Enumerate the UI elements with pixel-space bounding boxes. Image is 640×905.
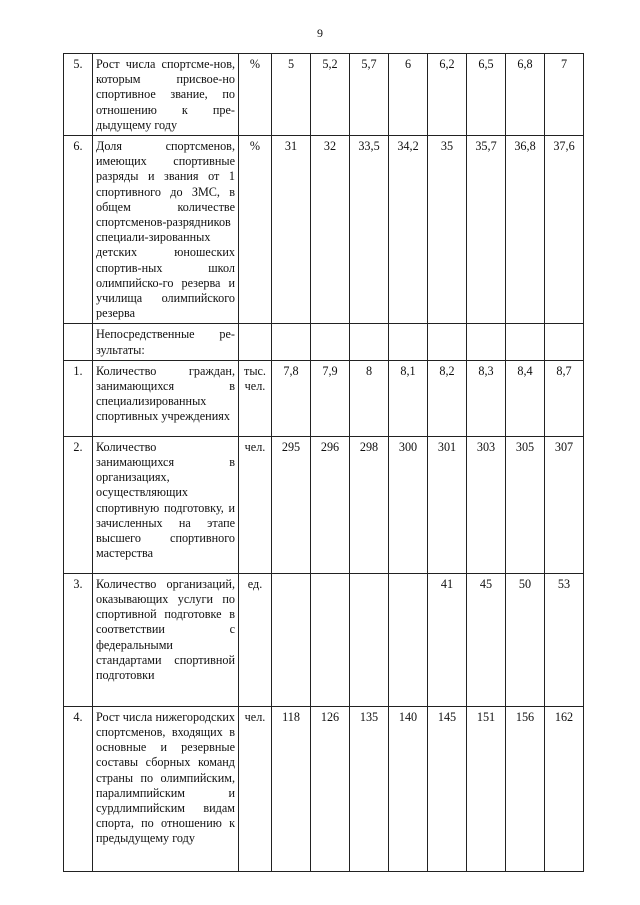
row-number: 1.	[64, 360, 93, 436]
indicator-name: Количество граждан, занимающихся в специализированных спортивных учреждениях	[93, 360, 239, 436]
table-row	[64, 706, 584, 871]
unit-cell	[239, 324, 272, 360]
row-number: 6.	[64, 136, 93, 324]
value-cell: 34,2	[389, 136, 428, 324]
value-cell: 31	[272, 136, 311, 324]
value-cell: 300	[389, 436, 428, 573]
table-row	[64, 324, 584, 360]
value-cell: 8,7	[545, 360, 584, 436]
indicators-table	[63, 53, 584, 872]
row-number: 4.	[64, 706, 93, 871]
indicator-name: Рост числа нижегородских спортсменов, входящих в основные и резервные составы сборных команд страны по олимпийским, паралимпийским и сурдлимпийским видам спорта, по отношению к предыдущему году	[93, 706, 239, 871]
value-cell: 8,3	[467, 360, 506, 436]
value-cell: 298	[350, 436, 389, 573]
value-cell	[272, 573, 311, 706]
value-cell: 32	[311, 136, 350, 324]
value-cell: 8,4	[506, 360, 545, 436]
unit-cell: ед.	[239, 573, 272, 706]
value-cell: 37,6	[545, 136, 584, 324]
unit-cell: %	[239, 54, 272, 136]
value-cell: 145	[428, 706, 467, 871]
value-cell: 6,5	[467, 54, 506, 136]
unit-cell: %	[239, 136, 272, 324]
row-number: 2.	[64, 436, 93, 573]
value-cell: 8	[350, 360, 389, 436]
value-cell: 8,2	[428, 360, 467, 436]
indicator-name: Количество занимающихся в организациях, осуществляющих спортивную подготовку, и зачисленных на этапе высшего спортивного мастерства	[93, 436, 239, 573]
value-cell	[389, 324, 428, 360]
table-row	[64, 436, 584, 573]
value-cell: 53	[545, 573, 584, 706]
table-body	[64, 54, 584, 872]
value-cell: 6	[389, 54, 428, 136]
value-cell	[467, 324, 506, 360]
value-cell: 5,7	[350, 54, 389, 136]
table-row	[64, 136, 584, 324]
indicator-name: Непосредственные ре-зультаты:	[93, 324, 239, 360]
value-cell: 36,8	[506, 136, 545, 324]
value-cell: 307	[545, 436, 584, 573]
value-cell: 135	[350, 706, 389, 871]
value-cell: 7,8	[272, 360, 311, 436]
indicator-name: Количество организаций, оказывающих услуги по спортивной подготовке в соответствии с федеральными стандартами спортивной подготовки	[93, 573, 239, 706]
value-cell	[272, 324, 311, 360]
row-number	[64, 324, 93, 360]
table-row	[64, 360, 584, 436]
value-cell	[311, 573, 350, 706]
indicator-name: Рост числа спортсме-нов, которым присвое-но спортивное звание, по отношению к пре-дыдущему году	[93, 54, 239, 136]
value-cell: 7,9	[311, 360, 350, 436]
value-cell	[350, 573, 389, 706]
row-number: 3.	[64, 573, 93, 706]
unit-cell: тыс. чел.	[239, 360, 272, 436]
page-number: 9	[317, 26, 323, 40]
value-cell	[311, 324, 350, 360]
value-cell: 140	[389, 706, 428, 871]
value-cell: 35	[428, 136, 467, 324]
table-row	[64, 573, 584, 706]
value-cell: 295	[272, 436, 311, 573]
value-cell: 8,1	[389, 360, 428, 436]
value-cell: 41	[428, 573, 467, 706]
value-cell: 5	[272, 54, 311, 136]
value-cell: 162	[545, 706, 584, 871]
value-cell	[389, 573, 428, 706]
value-cell: 6,8	[506, 54, 545, 136]
value-cell	[350, 324, 389, 360]
value-cell: 5,2	[311, 54, 350, 136]
value-cell	[545, 324, 584, 360]
value-cell	[506, 324, 545, 360]
value-cell: 45	[467, 573, 506, 706]
unit-cell: чел.	[239, 706, 272, 871]
value-cell: 33,5	[350, 136, 389, 324]
value-cell: 50	[506, 573, 545, 706]
value-cell: 6,2	[428, 54, 467, 136]
value-cell	[428, 324, 467, 360]
value-cell: 126	[311, 706, 350, 871]
value-cell: 151	[467, 706, 506, 871]
row-number: 5.	[64, 54, 93, 136]
unit-cell: чел.	[239, 436, 272, 573]
value-cell: 35,7	[467, 136, 506, 324]
value-cell: 296	[311, 436, 350, 573]
value-cell: 303	[467, 436, 506, 573]
indicator-name: Доля спортсменов, имеющих спортивные разряды и звания от 1 спортивного до ЗМС, в общем количестве спортсменов-разрядников специали-зированных детских юношеских спортив-ных школ олимпийско-го резерва и училища олимпийского резерва	[93, 136, 239, 324]
value-cell: 7	[545, 54, 584, 136]
value-cell: 156	[506, 706, 545, 871]
value-cell: 305	[506, 436, 545, 573]
table-row	[64, 54, 584, 136]
value-cell: 118	[272, 706, 311, 871]
value-cell: 301	[428, 436, 467, 573]
